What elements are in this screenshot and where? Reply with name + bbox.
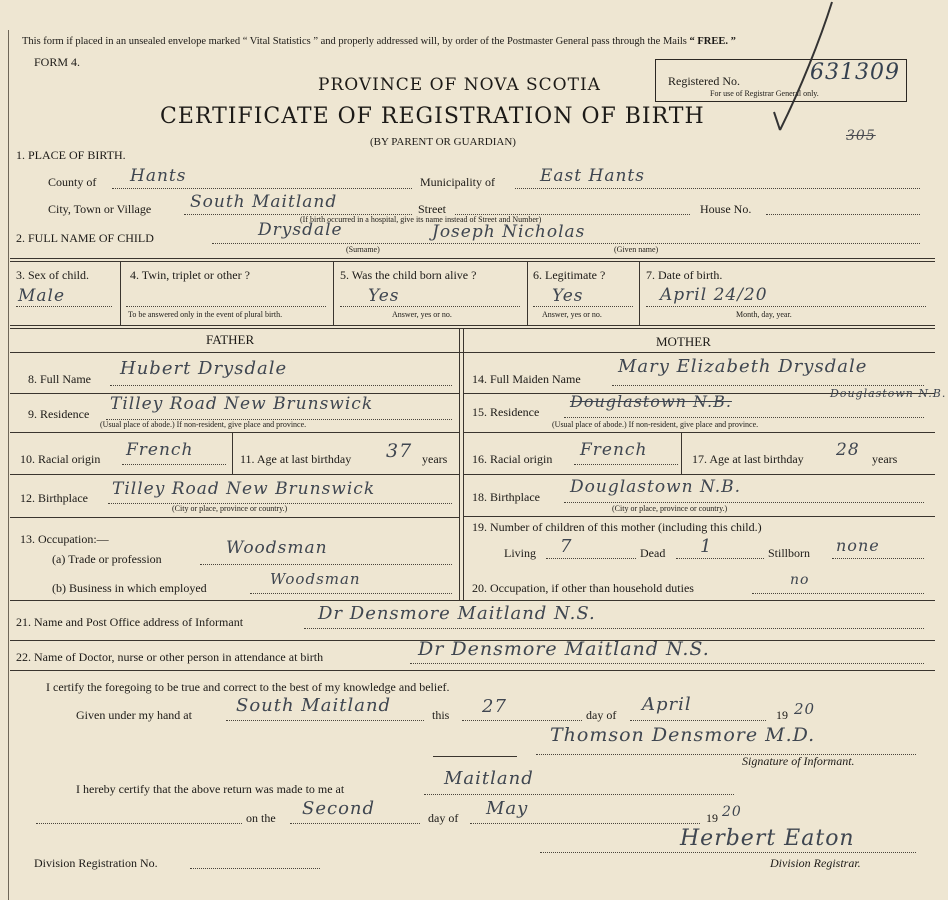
father-occupation-label: 13. Occupation:—: [20, 532, 109, 546]
legit-note: Answer, yes or no.: [542, 310, 602, 319]
father-row-rule-4: [10, 517, 459, 518]
city-value: South Maitland: [190, 192, 338, 212]
county-line: [112, 188, 412, 189]
father-birthplace-label: 12. Birthplace: [20, 491, 88, 505]
father-row-rule-2: [10, 432, 459, 433]
mother-row-rule-3: [464, 474, 935, 475]
mother-row-rule-4: [464, 516, 935, 517]
registrar-text: I hereby certify that the above return was made to me at: [76, 782, 345, 796]
given-caption: (Given name): [614, 245, 659, 254]
father-trade-line: [200, 564, 452, 565]
legit-line: [533, 306, 633, 307]
registered-note: For use of Registrar General only.: [710, 89, 819, 98]
alive-note: Answer, yes or no.: [392, 310, 452, 319]
attendant-line: [410, 663, 924, 664]
s1-label: 1. PLACE OF BIRTH.: [16, 148, 126, 162]
registrar-blank-line: [36, 823, 242, 824]
s7-label: 7. Date of birth.: [646, 268, 723, 282]
mother-occupation-line: [752, 593, 924, 594]
municipality-line: [515, 188, 920, 189]
county-label: County of: [48, 175, 97, 189]
sex-line: [16, 306, 112, 307]
registrar-year: 20: [722, 804, 742, 820]
given-day-line: [462, 720, 582, 721]
given-place-line: [226, 720, 424, 721]
division-registration-label: Division Registration No.: [34, 856, 158, 870]
house-label: House No.: [700, 202, 752, 216]
registrar-signature-line: [540, 852, 916, 853]
municipality-label: Municipality of: [420, 175, 495, 189]
s6-label: 6. Legitimate ?: [533, 268, 606, 282]
given-month-line: [630, 720, 766, 721]
separator-rule: [433, 756, 517, 757]
parents-header-rule: [10, 352, 935, 353]
street-label: Street: [418, 202, 446, 216]
registrar-signature: Herbert Eaton: [680, 826, 855, 851]
stillborn-label: Stillborn: [768, 546, 811, 560]
parents-top-rule-2: [10, 328, 935, 329]
mother-age-divider: [681, 432, 682, 474]
mother-residence-line: [564, 417, 924, 418]
given-day: 27: [482, 696, 507, 717]
father-name-line: [110, 385, 452, 386]
father-age-divider: [232, 432, 233, 474]
registrar-month: May: [486, 798, 529, 819]
s21-label: 21. Name and Post Office address of Informant: [16, 615, 244, 629]
s5-label: 5. Was the child born alive ?: [340, 268, 477, 282]
paper-edge: [8, 30, 9, 900]
notice-line: This form if placed in an unsealed envelope marked “ Vital Statistics ” and properly addressed will, by order of the Postmaster General pass through the Mails: [22, 36, 687, 47]
mother-age-years: years: [872, 452, 898, 466]
stillborn-line: [832, 558, 924, 559]
certify-text: I certify the foregoing to be true and correct to the best of my knowledge and belief.: [46, 680, 450, 694]
father-age-years: years: [422, 452, 448, 466]
living-label: Living: [504, 546, 536, 560]
registered-label: Registered No.: [668, 74, 740, 88]
birth-date-line: [646, 306, 926, 307]
mother-occupation: no: [790, 572, 810, 588]
informant-signature-caption: Signature of Informant.: [742, 754, 855, 768]
father-racial-line: [122, 464, 226, 465]
informant-signature-line: [536, 754, 916, 755]
mother-row-rule-2: [464, 432, 935, 433]
father-residence-note: (Usual place of abode.) If non-resident, give place and province.: [100, 420, 307, 429]
father-trade-label: (a) Trade or profession: [52, 552, 162, 566]
mother-name-label: 14. Full Maiden Name: [472, 372, 581, 386]
registrar-place-line: [424, 794, 734, 795]
surname-caption: (Surname): [346, 245, 380, 254]
mother-residence-added: Douglastown N.B.: [830, 387, 947, 400]
dead-label: Dead: [640, 546, 666, 560]
hospital-note: (If birth occurred in a hospital, give its name instead of Street and Number): [300, 215, 542, 224]
twin-note: To be answered only in the event of plural birth.: [128, 310, 283, 319]
notice-free: “ FREE. ”: [689, 36, 736, 47]
registrar-dayof-label: day of: [428, 811, 459, 825]
s4-label: 4. Twin, triplet or other ?: [130, 268, 250, 282]
child-surname: Drysdale: [258, 220, 343, 240]
child-name-line: [212, 243, 920, 244]
children-label: 19. Number of children of this mother (including this child.): [472, 520, 762, 534]
row3-divider-1: [120, 261, 121, 325]
parents-center-divider-2: [463, 328, 464, 600]
certificate-subtitle: (BY PARENT OR GUARDIAN): [370, 136, 516, 148]
mother-residence-label: 15. Residence: [472, 405, 540, 419]
row3-divider-4: [639, 261, 640, 325]
father-name: Hubert Drysdale: [120, 358, 288, 379]
mother-residence-note: (Usual place of abode.) If non-resident, give place and province.: [552, 420, 759, 429]
mother-birthplace: Douglastown N.B.: [570, 477, 742, 497]
father-header: FATHER: [206, 332, 255, 347]
father-residence-label: 9. Residence: [28, 407, 90, 421]
form-number: FORM 4.: [34, 55, 81, 69]
mother-name-line: [612, 385, 924, 386]
birth-date-value: April 24/20: [660, 285, 768, 305]
registered-number: 631309: [810, 60, 900, 85]
given-month: April: [642, 694, 692, 715]
mother-birthplace-line: [564, 502, 924, 503]
living-line: [546, 558, 636, 559]
mother-racial-label: 16. Racial origin: [472, 452, 553, 466]
s22-label: 22. Name of Doctor, nurse or other person in attendance at birth: [16, 650, 324, 664]
parents-top-rule: [10, 325, 935, 326]
struck-number: 305: [846, 128, 876, 144]
birth-date-note: Month, day, year.: [736, 310, 792, 319]
mother-occupation-label: 20. Occupation, if other than household duties: [472, 581, 694, 595]
s22-rule: [10, 670, 935, 671]
sex-value: Male: [18, 286, 66, 306]
father-residence: Tilley Road New Brunswick: [110, 394, 374, 414]
father-business-line: [250, 593, 452, 594]
city-label: City, Town or Village: [48, 202, 152, 216]
registrar-check-mark: [760, 0, 840, 140]
county-value: Hants: [130, 166, 187, 186]
row3-top-rule: [10, 258, 935, 259]
mother-racial-line: [574, 464, 678, 465]
father-business-label: (b) Business in which employed: [52, 581, 207, 595]
house-line: [766, 214, 920, 215]
twin-line: [126, 306, 326, 307]
child-given-name: Joseph Nicholas: [432, 222, 586, 242]
registrar-month-line: [470, 823, 700, 824]
row3-divider-2: [333, 261, 334, 325]
stillborn-value: none: [836, 536, 880, 555]
mother-name: Mary Elizabeth Drysdale: [618, 356, 868, 377]
mother-birthplace-label: 18. Birthplace: [472, 490, 540, 504]
parents-center-divider: [459, 328, 460, 600]
this-label: this: [432, 708, 450, 722]
informant-value: Dr Densmore Maitland N.S.: [318, 603, 596, 624]
informant-line: [304, 628, 924, 629]
mother-birthplace-note: (City or place, province or country.): [612, 504, 728, 513]
living-value: 7: [560, 536, 573, 557]
father-racial-label: 10. Racial origin: [20, 452, 101, 466]
given-year-prefix: 19: [776, 708, 788, 722]
registrar-day-line: [290, 823, 420, 824]
row3-divider-3: [527, 261, 528, 325]
father-business: Woodsman: [270, 570, 361, 588]
dead-line: [676, 558, 764, 559]
alive-line: [340, 306, 520, 307]
division-registrar-caption: Division Registrar.: [770, 856, 861, 870]
mother-racial: French: [580, 440, 648, 460]
registrar-day: Second: [302, 798, 376, 819]
legit-value: Yes: [552, 286, 584, 306]
alive-value: Yes: [368, 286, 400, 306]
mother-residence: Douglastown N.B.: [570, 392, 732, 411]
division-registration-line: [190, 868, 320, 869]
registrar-on-label: on the: [246, 811, 276, 825]
postal-notice: [22, 36, 736, 47]
province-heading: PROVINCE OF NOVA SCOTIA: [318, 75, 601, 95]
certificate-title: CERTIFICATE OF REGISTRATION OF BIRTH: [160, 104, 705, 129]
s3-label: 3. Sex of child.: [16, 268, 89, 282]
registrar-place: Maitland: [444, 768, 534, 789]
father-row-rule-3: [10, 474, 459, 475]
given-place: South Maitland: [236, 695, 392, 716]
mother-header: MOTHER: [656, 334, 711, 349]
dead-value: 1: [700, 536, 713, 557]
father-name-label: 8. Full Name: [28, 372, 91, 386]
father-age-label: 11. Age at last birthday: [240, 452, 352, 466]
attendant-value: Dr Densmore Maitland N.S.: [418, 638, 710, 660]
s2-label: 2. FULL NAME OF CHILD: [16, 231, 154, 245]
mother-age: 28: [836, 440, 860, 460]
registrar-year-prefix: 19: [706, 811, 718, 825]
father-trade: Woodsman: [226, 538, 328, 558]
father-birthplace: Tilley Road New Brunswick: [112, 479, 376, 499]
parents-bottom-rule: [10, 600, 935, 601]
row3-top-rule-2: [10, 261, 935, 262]
father-birthplace-note: (City or place, province or country.): [172, 504, 288, 513]
given-label: Given under my hand at: [76, 708, 192, 722]
given-dayof-label: day of: [586, 708, 617, 722]
father-racial: French: [126, 440, 194, 460]
mother-age-label: 17. Age at last birthday: [692, 452, 804, 466]
municipality-value: East Hants: [540, 166, 645, 186]
given-year: 20: [794, 700, 816, 718]
father-age: 37: [386, 440, 413, 462]
informant-signature: Thomson Densmore M.D.: [550, 724, 816, 746]
